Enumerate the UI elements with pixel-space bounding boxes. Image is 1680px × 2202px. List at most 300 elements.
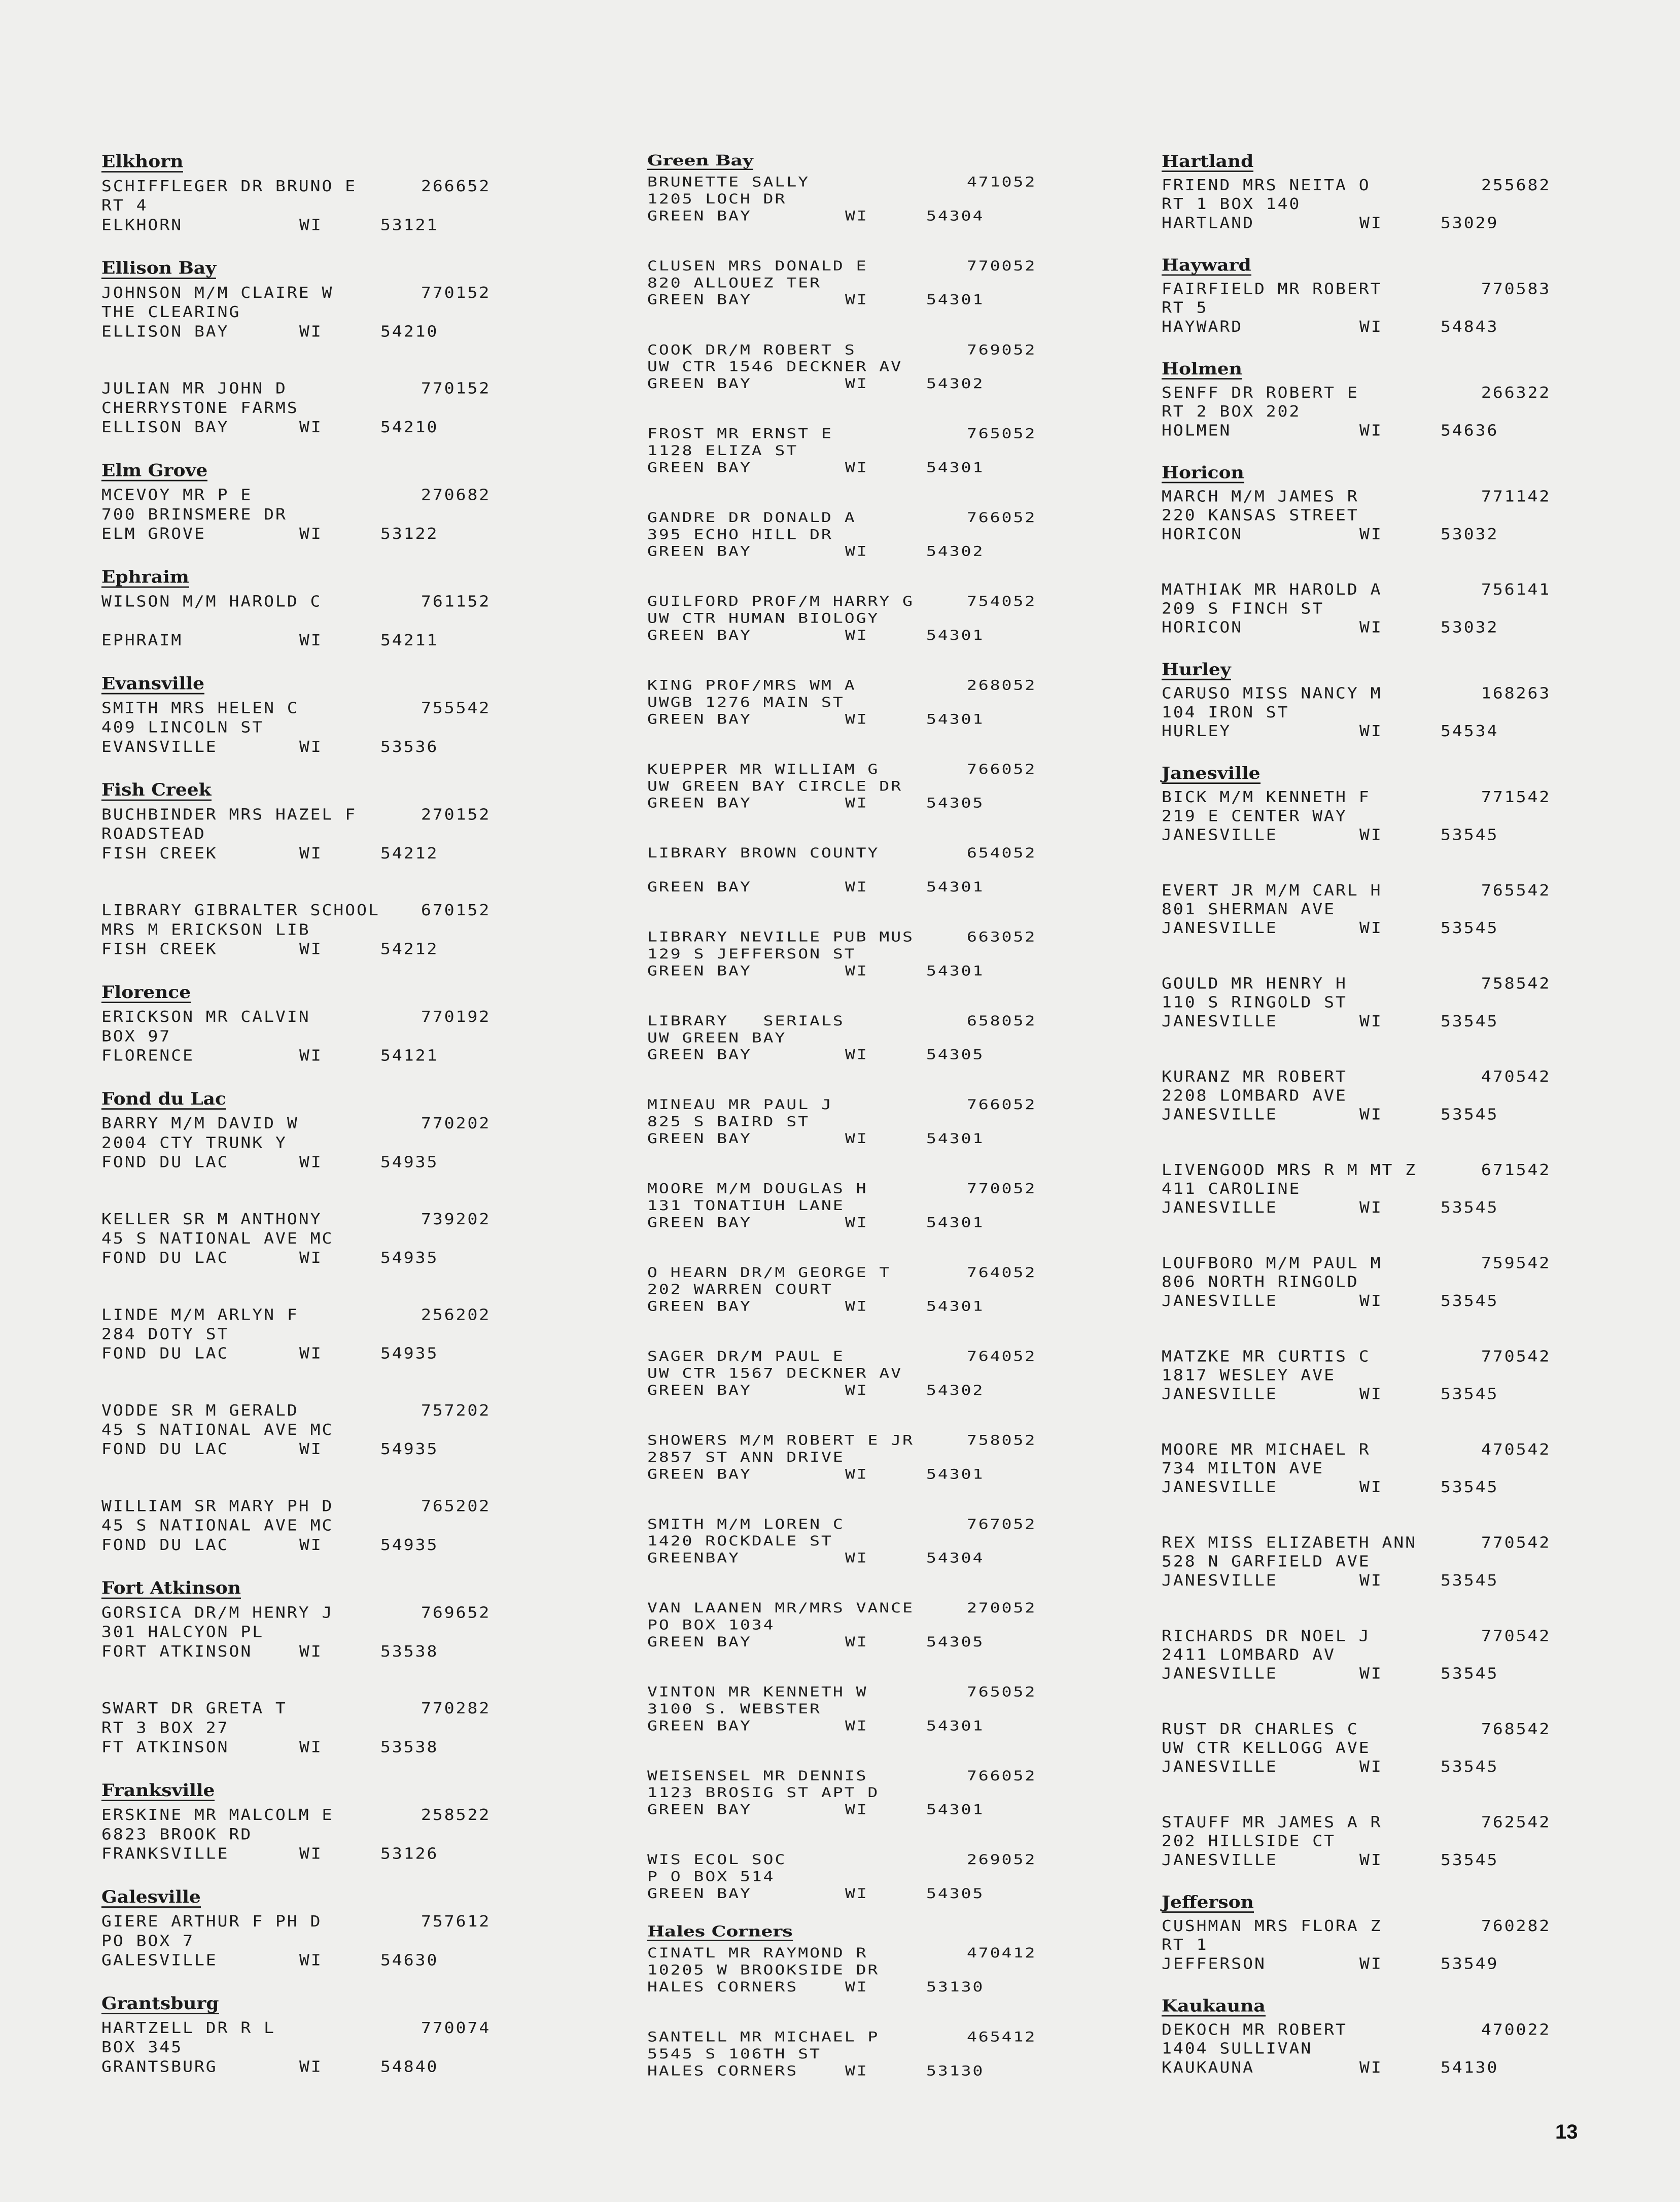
street-address: 45 S NATIONAL AVE MC <box>101 1229 334 1248</box>
street-address: 202 WARREN COURT <box>647 1281 833 1297</box>
city: FOND DU LAC <box>101 1248 229 1267</box>
state: WI <box>299 1844 323 1863</box>
city: JANESVILLE <box>1162 919 1278 937</box>
city: EPHRAIM <box>101 631 183 649</box>
state: WI <box>299 1248 323 1267</box>
directory-entry <box>647 425 1083 476</box>
member-code: 765202 <box>421 1496 491 1516</box>
member-code: 757612 <box>421 1912 491 1931</box>
city: FOND DU LAC <box>101 1439 229 1458</box>
city: GREEN BAY <box>647 1633 752 1650</box>
directory-entry <box>647 928 1083 979</box>
zip-code: 54935 <box>380 1439 439 1458</box>
town-heading: Franksville <box>101 1780 215 1801</box>
street-address: 411 CAROLINE <box>1162 1179 1301 1198</box>
member-code: 770152 <box>421 379 491 398</box>
member-name: LIBRARY NEVILLE PUB MUS <box>647 928 914 945</box>
street-address: THE CLEARING <box>101 302 241 321</box>
member-name: SAGER DR/M PAUL E <box>647 1348 845 1364</box>
city: JANESVILLE <box>1162 1012 1278 1030</box>
town-section <box>1162 1997 1598 2077</box>
state: WI <box>1359 1198 1383 1217</box>
city: JANESVILLE <box>1162 1758 1278 1776</box>
town-section <box>101 780 538 958</box>
directory-entry <box>101 2018 538 2076</box>
street-address: 45 S NATIONAL AVE MC <box>101 1516 334 1535</box>
zip-code: 54301 <box>926 711 985 727</box>
member-name: SCHIFFLEGER DR BRUNO E <box>101 177 357 195</box>
town-section <box>101 1781 538 1863</box>
street-address: 395 ECHO HILL DR <box>647 526 833 542</box>
street-address: ROADSTEAD <box>101 824 206 843</box>
member-code: 470542 <box>1481 1440 1551 1459</box>
member-code: 258522 <box>421 1805 491 1824</box>
state: WI <box>299 844 323 863</box>
zip-code: 53538 <box>380 1641 439 1661</box>
directory-entry <box>647 1012 1083 1063</box>
zip-code: 53029 <box>1441 214 1499 232</box>
member-name: CARUSO MISS NANCY M <box>1162 684 1382 702</box>
member-name: LIVENGOOD MRS R M MT Z <box>1162 1160 1417 1179</box>
state: WI <box>299 2057 323 2076</box>
town-section <box>101 568 538 650</box>
member-name: LIBRARY SERIALS <box>647 1012 845 1029</box>
city: HORICON <box>1162 525 1243 543</box>
street-address: 110 S RINGOLD ST <box>1162 993 1347 1011</box>
directory-entry <box>647 2028 1083 2079</box>
directory-entry <box>1162 1916 1598 1973</box>
town-heading: Fond du Lac <box>101 1089 226 1109</box>
street-address: CHERRYSTONE FARMS <box>101 398 299 417</box>
city: JANESVILLE <box>1162 1198 1278 1217</box>
street-address: 409 LINCOLN ST <box>101 717 264 737</box>
street-address: 1817 WESLEY AVE <box>1162 1366 1336 1384</box>
street-address: 284 DOTY ST <box>101 1324 229 1343</box>
state: WI <box>845 543 868 560</box>
zip-code: 54843 <box>1441 317 1499 336</box>
member-name: LOUFBORO M/M PAUL M <box>1162 1254 1382 1272</box>
member-code: 765542 <box>1481 881 1551 900</box>
member-code: 756141 <box>1481 580 1551 599</box>
directory-entry <box>647 509 1083 560</box>
city: GALESVILLE <box>101 1950 218 1969</box>
member-name: DEKOCH MR ROBERT <box>1162 2020 1347 2039</box>
state: WI <box>1359 1012 1383 1030</box>
member-code: 770074 <box>421 2018 491 2037</box>
town-heading: Horicon <box>1162 463 1244 483</box>
city: GREEN BAY <box>647 1298 752 1315</box>
member-code: 770542 <box>1481 1533 1551 1552</box>
member-name: BRUNETTE SALLY <box>647 174 810 190</box>
zip-code: 54301 <box>926 1801 985 1818</box>
town-heading: Kaukauna <box>1162 1996 1266 2016</box>
zip-code: 53122 <box>380 524 439 543</box>
member-name: GIERE ARTHUR F PH D <box>101 1912 322 1931</box>
member-name: MINEAU MR PAUL J <box>647 1096 833 1113</box>
city: JANESVILLE <box>1162 1291 1278 1310</box>
street-address: 1123 BROSIG ST APT D <box>647 1784 880 1801</box>
zip-code: 54935 <box>380 1152 439 1171</box>
street-address: 528 N GARFIELD AVE <box>1162 1552 1371 1570</box>
member-code: 168263 <box>1481 684 1551 702</box>
state: WI <box>845 878 868 895</box>
zip-code: 53545 <box>1441 1850 1499 1869</box>
state: WI <box>1359 618 1383 636</box>
city: JANESVILLE <box>1162 825 1278 844</box>
zip-code: 53545 <box>1441 919 1499 937</box>
city: HARTLAND <box>1162 214 1254 232</box>
zip-code: 54301 <box>926 1466 985 1482</box>
city: GREEN BAY <box>647 795 752 811</box>
directory-entry <box>647 257 1083 308</box>
state: WI <box>1359 421 1383 439</box>
zip-code: 54305 <box>926 1046 985 1063</box>
city: GRANTSBURG <box>101 2057 218 2076</box>
member-code: 770192 <box>421 1007 491 1026</box>
zip-code: 53032 <box>1441 618 1499 636</box>
directory-entry <box>647 761 1083 811</box>
member-code: 761152 <box>421 592 491 611</box>
street-address: UW CTR 1546 DECKNER AV <box>647 358 903 375</box>
directory-entry <box>101 698 538 756</box>
member-name: VAN LAANEN MR/MRS VANCE <box>647 1599 914 1616</box>
member-code: 762542 <box>1481 1813 1551 1831</box>
town-heading: Hayward <box>1162 255 1251 275</box>
member-name: KUEPPER MR WILLIAM G <box>647 761 880 777</box>
directory-entry <box>101 1603 538 1661</box>
member-name: KELLER SR M ANTHONY <box>101 1209 322 1228</box>
town-heading: Ellison Bay <box>101 258 217 279</box>
member-name: LIBRARY BROWN COUNTY <box>647 844 880 861</box>
state: WI <box>1359 1758 1383 1776</box>
street-address: 1420 ROCKDALE ST <box>647 1532 833 1549</box>
member-name: STAUFF MR JAMES A R <box>1162 1813 1382 1831</box>
city: FOND DU LAC <box>101 1344 229 1363</box>
member-name: HARTZELL DR R L <box>101 2018 276 2037</box>
member-name: KURANZ MR ROBERT <box>1162 1068 1347 1086</box>
member-code: 769052 <box>967 341 1037 358</box>
street-address: 45 S NATIONAL AVE MC <box>101 1420 334 1439</box>
city: FORT ATKINSON <box>101 1641 253 1661</box>
city: HORICON <box>1162 618 1243 636</box>
state: WI <box>1359 1664 1383 1682</box>
city: GREEN BAY <box>647 459 752 475</box>
state: WI <box>1359 525 1383 543</box>
city: FISH CREEK <box>101 844 218 863</box>
zip-code: 53545 <box>1441 1385 1499 1403</box>
directory-entry <box>647 341 1083 392</box>
city: GREEN BAY <box>647 1046 752 1063</box>
street-address: 104 IRON ST <box>1162 703 1289 721</box>
street-address: P O BOX 514 <box>647 1868 775 1885</box>
member-code: 770052 <box>967 257 1037 274</box>
member-name: RICHARDS DR NOEL J <box>1162 1627 1371 1645</box>
zip-code: 54534 <box>1441 721 1499 740</box>
town-heading: Fish Creek <box>101 780 212 800</box>
zip-code: 53545 <box>1441 1012 1499 1030</box>
directory-entry <box>1162 176 1598 232</box>
street-address: RT 1 <box>1162 1936 1208 1954</box>
member-name: BUCHBINDER MRS HAZEL F <box>101 805 357 824</box>
member-name: VODDE SR M GERALD <box>101 1401 299 1420</box>
directory-entry <box>647 174 1083 224</box>
state: WI <box>299 631 323 649</box>
member-code: 769652 <box>421 1603 491 1622</box>
state: WI <box>1359 1571 1383 1590</box>
street-address: UW GREEN BAY <box>647 1029 787 1046</box>
member-code: 766052 <box>967 1767 1037 1784</box>
member-code: 470542 <box>1481 1068 1551 1086</box>
directory-entry <box>647 1767 1083 1818</box>
member-code: 255682 <box>1481 176 1551 194</box>
city: GREEN BAY <box>647 1801 752 1818</box>
member-name: SENFF DR ROBERT E <box>1162 384 1359 402</box>
state: WI <box>845 1717 868 1734</box>
city: GREEN BAY <box>647 962 752 979</box>
zip-code: 54630 <box>380 1950 439 1969</box>
city: GREEN BAY <box>647 1717 752 1734</box>
directory-entry <box>1162 1067 1598 1123</box>
street-address: MRS M ERICKSON LIB <box>101 920 310 939</box>
street-address: 2857 ST ANN DRIVE <box>647 1449 845 1465</box>
zip-code: 54301 <box>926 627 985 643</box>
city: JANESVILLE <box>1162 1385 1278 1403</box>
city: KAUKAUNA <box>1162 2058 1254 2077</box>
directory-entry <box>647 1851 1083 1902</box>
state: WI <box>845 1466 868 1482</box>
member-code: 770052 <box>967 1180 1037 1197</box>
member-code: 766052 <box>967 761 1037 777</box>
city: JEFFERSON <box>1162 1954 1266 1973</box>
state: WI <box>845 291 868 308</box>
city: HALES CORNERS <box>647 1978 798 1995</box>
member-name: KING PROF/MRS WM A <box>647 677 856 694</box>
directory-entry <box>1162 1347 1598 1403</box>
state: WI <box>845 1550 868 1566</box>
state: WI <box>299 1641 323 1661</box>
street-address: RT 1 BOX 140 <box>1162 195 1301 213</box>
zip-code: 54301 <box>926 459 985 475</box>
street-address: 3100 S. WEBSTER <box>647 1700 822 1717</box>
city: EVANSVILLE <box>101 737 218 756</box>
zip-code: 53121 <box>380 215 439 234</box>
directory-entry <box>1162 1254 1598 1310</box>
member-name: VINTON MR KENNETH W <box>647 1683 868 1700</box>
zip-code: 54305 <box>926 1885 985 1902</box>
street-address: 1205 LOCH DR <box>647 190 787 207</box>
directory-entry <box>101 485 538 543</box>
zip-code: 53130 <box>926 1978 985 1995</box>
member-name: GUILFORD PROF/M HARRY G <box>647 593 914 609</box>
town-section <box>101 1887 538 1970</box>
directory-entry <box>1162 684 1598 740</box>
state: WI <box>299 215 323 234</box>
member-name: MATZKE MR CURTIS C <box>1162 1347 1371 1365</box>
town-heading: Hurley <box>1162 660 1231 679</box>
member-name: FROST MR ERNST E <box>647 425 833 442</box>
street-address: 825 S BAIRD ST <box>647 1113 810 1130</box>
state: WI <box>299 939 323 958</box>
street-address: RT 3 BOX 27 <box>101 1718 229 1737</box>
directory-entry <box>1162 1440 1598 1496</box>
member-name: CINATL MR RAYMOND R <box>647 1944 868 1961</box>
member-code: 470412 <box>967 1944 1037 1961</box>
zip-code: 53126 <box>380 1844 439 1863</box>
state: WI <box>1359 1850 1383 1869</box>
street-address: RT 5 <box>1162 298 1208 317</box>
city: GREEN BAY <box>647 1885 752 1902</box>
member-code: 755542 <box>421 698 491 717</box>
street-address: 209 S FINCH ST <box>1162 599 1324 617</box>
street-address: UW CTR 1567 DECKNER AV <box>647 1365 903 1382</box>
directory-entry <box>101 900 538 958</box>
state: WI <box>299 1344 323 1363</box>
zip-code: 54211 <box>380 631 439 649</box>
member-name: SHOWERS M/M ROBERT E JR <box>647 1432 914 1449</box>
city: HALES CORNERS <box>647 2062 798 2079</box>
directory-entry <box>1162 580 1598 636</box>
member-code: 670152 <box>421 901 491 919</box>
directory-entry <box>647 1431 1083 1482</box>
zip-code: 54636 <box>1441 421 1499 439</box>
member-name: COOK DR/M ROBERT S <box>647 341 856 358</box>
zip-code: 54301 <box>926 1130 985 1147</box>
city: HURLEY <box>1162 721 1232 740</box>
member-code: 758542 <box>1481 974 1551 992</box>
state: WI <box>1359 1291 1383 1310</box>
member-name: WILSON M/M HAROLD C <box>101 592 322 611</box>
member-name: ERSKINE MR MALCOLM E <box>101 1805 334 1824</box>
member-name: SWART DR GRETA T <box>101 1699 287 1717</box>
state: WI <box>1359 1478 1383 1496</box>
street-address: UWGB 1276 MAIN ST <box>647 694 845 710</box>
city: GREEN BAY <box>647 1466 752 1482</box>
directory-entry <box>101 176 538 234</box>
state: WI <box>845 1298 868 1315</box>
street-address: 2411 LOMBARD AV <box>1162 1645 1336 1664</box>
member-code: 770202 <box>421 1114 491 1132</box>
directory-entry <box>101 1400 538 1458</box>
city: GREEN BAY <box>647 543 752 560</box>
town-heading: Jefferson <box>1162 1893 1254 1912</box>
city: GREEN BAY <box>647 878 752 895</box>
directory-entry <box>101 1698 538 1756</box>
state: WI <box>1359 1385 1383 1403</box>
town-section <box>1162 661 1598 740</box>
member-code: 266652 <box>421 177 491 195</box>
zip-code: 53549 <box>1441 1954 1499 1973</box>
member-code: 270052 <box>967 1599 1037 1616</box>
town-section <box>101 1994 538 2076</box>
street-address: 131 TONATIUH LANE <box>647 1197 845 1214</box>
town-section <box>1162 463 1598 636</box>
state: WI <box>845 375 868 392</box>
state: WI <box>845 795 868 811</box>
member-name: BICK M/M KENNETH F <box>1162 788 1371 806</box>
city: FT ATKINSON <box>101 1737 229 1756</box>
zip-code: 54935 <box>380 1344 439 1363</box>
state: WI <box>1359 317 1383 336</box>
member-code: 757202 <box>421 1401 491 1420</box>
zip-code: 54302 <box>926 543 985 560</box>
zip-code: 54305 <box>926 1633 985 1650</box>
directory-entry <box>647 1599 1083 1650</box>
town-heading: Ephraim <box>101 567 189 587</box>
street-address: UW CTR HUMAN BIOLOGY <box>647 610 880 627</box>
member-code: 765052 <box>967 425 1037 442</box>
directory-entry <box>101 805 538 863</box>
street-address: 5545 S 106TH ST <box>647 2045 822 2062</box>
city: GREENBAY <box>647 1550 740 1566</box>
member-name: FRIEND MRS NEITA O <box>1162 176 1371 194</box>
town-heading: Evansville <box>101 673 204 694</box>
zip-code: 53130 <box>926 2062 985 2079</box>
zip-code: 54301 <box>926 962 985 979</box>
city: FOND DU LAC <box>101 1152 229 1171</box>
city: GREEN BAY <box>647 375 752 392</box>
city: GREEN BAY <box>647 208 752 224</box>
member-code: 471052 <box>967 174 1037 190</box>
zip-code: 53545 <box>1441 1105 1499 1123</box>
zip-code: 53032 <box>1441 525 1499 543</box>
street-address: 2004 CTY TRUNK Y <box>101 1133 287 1152</box>
directory-entry <box>1162 1533 1598 1590</box>
directory-entry <box>101 1496 538 1554</box>
member-name: MCEVOY MR P E <box>101 485 253 504</box>
city: JANESVILLE <box>1162 1478 1278 1496</box>
zip-code: 54840 <box>380 2057 439 2076</box>
member-code: 671542 <box>1481 1160 1551 1179</box>
state: WI <box>299 1046 323 1064</box>
member-name: MARCH M/M JAMES R <box>1162 487 1359 505</box>
zip-code: 54301 <box>926 1717 985 1734</box>
zip-code: 53545 <box>1441 1758 1499 1776</box>
member-code: 270152 <box>421 805 491 824</box>
state: WI <box>845 2062 868 2079</box>
directory-entry <box>101 283 538 340</box>
town-section <box>101 674 538 756</box>
directory-column <box>647 152 1083 2101</box>
state: WI <box>845 1130 868 1147</box>
member-code: 768542 <box>1481 1719 1551 1738</box>
city: GREEN BAY <box>647 627 752 643</box>
city: JANESVILLE <box>1162 1105 1278 1123</box>
zip-code: 53545 <box>1441 1664 1499 1682</box>
member-code: 266322 <box>1481 384 1551 402</box>
member-code: 766052 <box>967 509 1037 526</box>
city: HOLMEN <box>1162 421 1232 439</box>
member-code: 256202 <box>421 1305 491 1324</box>
state: WI <box>299 1535 323 1554</box>
member-code: 770542 <box>1481 1347 1551 1365</box>
directory-entry <box>1162 1813 1598 1869</box>
directory-entry <box>1162 280 1598 336</box>
city: JANESVILLE <box>1162 1571 1278 1590</box>
zip-code: 53545 <box>1441 1478 1499 1496</box>
state: WI <box>845 459 868 475</box>
member-code: 269052 <box>967 1851 1037 1868</box>
state: WI <box>845 1382 868 1398</box>
member-name: MATHIAK MR HAROLD A <box>1162 580 1382 599</box>
street-address: RT 2 BOX 202 <box>1162 402 1301 421</box>
state: WI <box>845 1214 868 1230</box>
state: WI <box>1359 825 1383 844</box>
state: WI <box>845 1885 868 1902</box>
street-address: UW GREEN BAY CIRCLE DR <box>647 778 903 794</box>
state: WI <box>1359 1954 1383 1973</box>
directory-entry <box>101 1113 538 1171</box>
zip-code: 54301 <box>926 291 985 308</box>
